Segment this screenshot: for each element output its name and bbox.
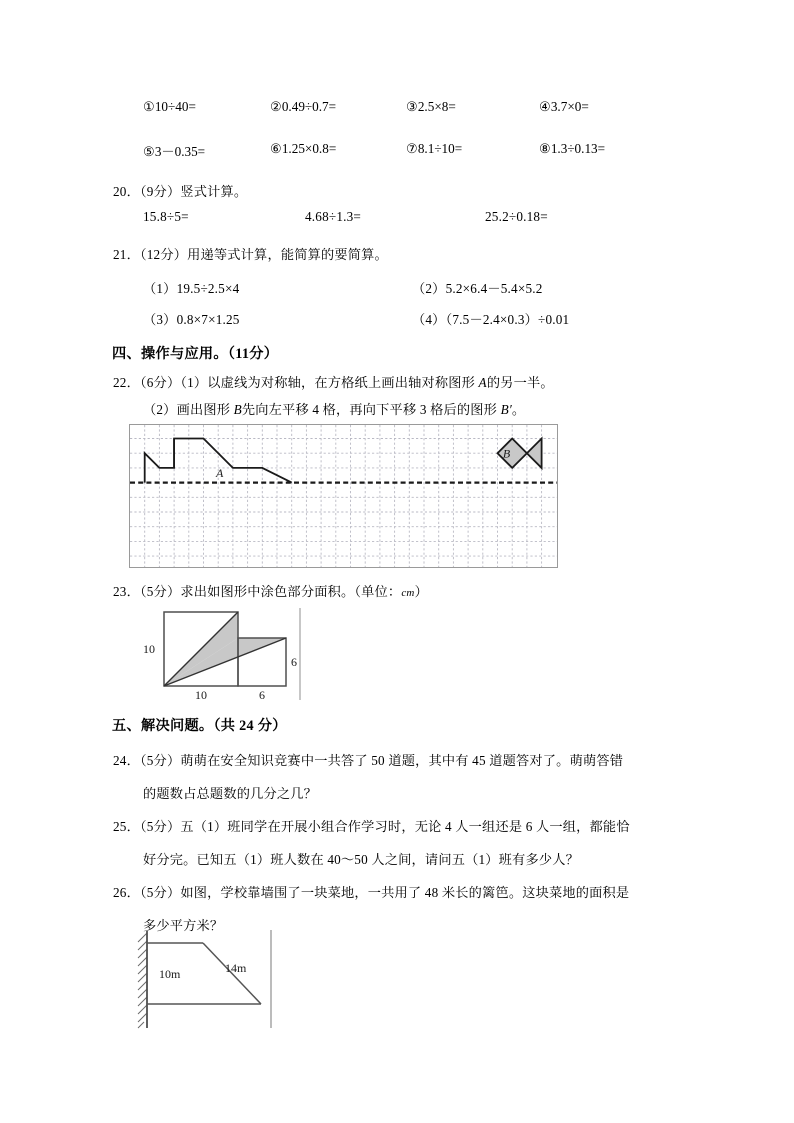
q22-line2-post: 。 <box>511 402 526 417</box>
section-five-title: 五、解决问题。（共 24 分） <box>112 718 287 734</box>
label-left-height: 10 <box>143 642 155 656</box>
oral-calc-mark-7: ⑦ <box>406 141 418 156</box>
q20-heading: 20．（9分）竖式计算。 <box>113 184 248 199</box>
q22-line2-pre: （2）画出图形 <box>143 402 234 417</box>
q21-item-2: （2）5.2×6.4－5.4×5.2 <box>412 281 543 296</box>
q20-item-2: 4.68÷1.3= <box>305 209 362 224</box>
label-bottom-right: 6 <box>259 688 265 700</box>
q23-svg <box>131 608 301 700</box>
oral-calc-mark-4: ④ <box>539 99 551 114</box>
q26-line1: 26．（5分）如图，学校靠墙围了一块菜地，一共用了 48 米长的篱笆。这块菜地的面积是 <box>113 885 630 900</box>
oral-calc-mark-8: ⑧ <box>539 141 551 156</box>
q23-figure <box>131 608 301 700</box>
wall-hatching <box>138 933 147 1028</box>
oral-calc-mark-6: ⑥ <box>270 141 282 156</box>
q23-unit: cm <box>401 587 415 599</box>
q21-item-4: （4）（7.5－2.4×0.3）÷0.01 <box>412 312 570 327</box>
oral-calc-expr-7: 8.1÷10= <box>417 141 463 156</box>
oral-calc-mark-1: ① <box>143 99 155 114</box>
q22-line1-post: 的另一半。 <box>486 375 554 390</box>
shape-a-letter: A <box>216 466 224 480</box>
oral-calc-item-6 <box>270 141 336 157</box>
oral-calc-item-5 <box>143 141 205 160</box>
q23-heading-post: ） <box>414 584 428 599</box>
q22-grid-svg <box>130 425 557 567</box>
oral-calc-item-8 <box>539 141 605 157</box>
oral-calc-expr-6: 1.25×0.8= <box>281 141 337 156</box>
q22-shape-a-label: A <box>478 375 487 390</box>
q22-shape-bprime-label: B′ <box>500 402 512 417</box>
shape-b-triangle <box>527 439 542 468</box>
q25-line2: 好分完。已知五（1）班人数在 40～50 人之间，请问五（1）班有多少人？ <box>143 852 579 867</box>
oral-calc-expr-8: 1.3÷0.13= <box>550 141 606 156</box>
label-left-side: 10m <box>159 967 181 981</box>
q22-shape-b-label: B <box>233 402 242 417</box>
q23-heading-pre: 23．（5分）求出如图形中涂色部分面积。（单位： <box>113 584 402 599</box>
q22-line1 <box>113 376 554 389</box>
q26-figure <box>133 928 288 1033</box>
q22-line2 <box>143 403 525 416</box>
q23-heading <box>113 585 428 599</box>
oral-calc-mark-2: ② <box>270 99 282 114</box>
q22-grid-figure <box>129 424 558 568</box>
shape-b-letter: B <box>502 446 511 461</box>
oral-calc-expr-2: 0.49÷0.7= <box>281 99 337 114</box>
q21-item-3: （3）0.8×7×1.25 <box>143 312 240 327</box>
label-bottom-left: 10 <box>195 688 207 700</box>
oral-calc-expr-4: 3.7×0= <box>550 99 589 114</box>
q20-item-3: 25.2÷0.18= <box>485 209 548 224</box>
q20-item-1: 15.8÷5= <box>143 209 189 224</box>
label-slant-side: 14m <box>225 961 247 975</box>
oral-calc-item-2 <box>270 99 336 115</box>
oral-calc-item-3 <box>406 99 456 115</box>
q21-item-1: （1）19.5÷2.5×4 <box>143 281 240 296</box>
oral-calc-mark-3: ③ <box>406 99 418 114</box>
q22-line2-mid: 先向左平移 4 格，再向下平移 3 格后的图形 <box>241 402 501 417</box>
grid-lines <box>130 425 557 567</box>
label-right-height: 6 <box>291 655 297 669</box>
q24-line2: 的题数占总题数的几分之几？ <box>143 786 318 801</box>
oral-calc-item-1 <box>143 99 196 115</box>
q26-svg <box>133 928 288 1033</box>
oral-calc-expr-5: 3－0.35= <box>154 144 206 159</box>
oral-calc-mark-5: ⑤ <box>143 144 155 159</box>
oral-calc-expr-3: 2.5×8= <box>417 99 456 114</box>
q24-line1: 24．（5分）萌萌在安全知识竞赛中一共答了 50 道题，其中有 45 道题答对了。萌萌答错 <box>113 753 624 768</box>
q25-line1: 25．（5分）五（1）班同学在开展小组合作学习时，无论 4 人一组还是 6 人一组，都能恰 <box>113 819 630 834</box>
oral-calc-item-4 <box>539 99 589 115</box>
oral-calc-expr-1: 10÷40= <box>154 99 196 114</box>
oral-calc-item-7 <box>406 141 462 157</box>
q26-line2: 多少平方米？ <box>143 918 224 933</box>
section-four-title: 四、操作与应用。（11分） <box>112 346 279 362</box>
q21-heading: 21．（12分）用递等式计算，能简算的要简算。 <box>113 247 388 262</box>
q22-line1-pre: 22．（6分）（1）以虚线为对称轴，在方格纸上画出轴对称图形 <box>113 375 479 390</box>
